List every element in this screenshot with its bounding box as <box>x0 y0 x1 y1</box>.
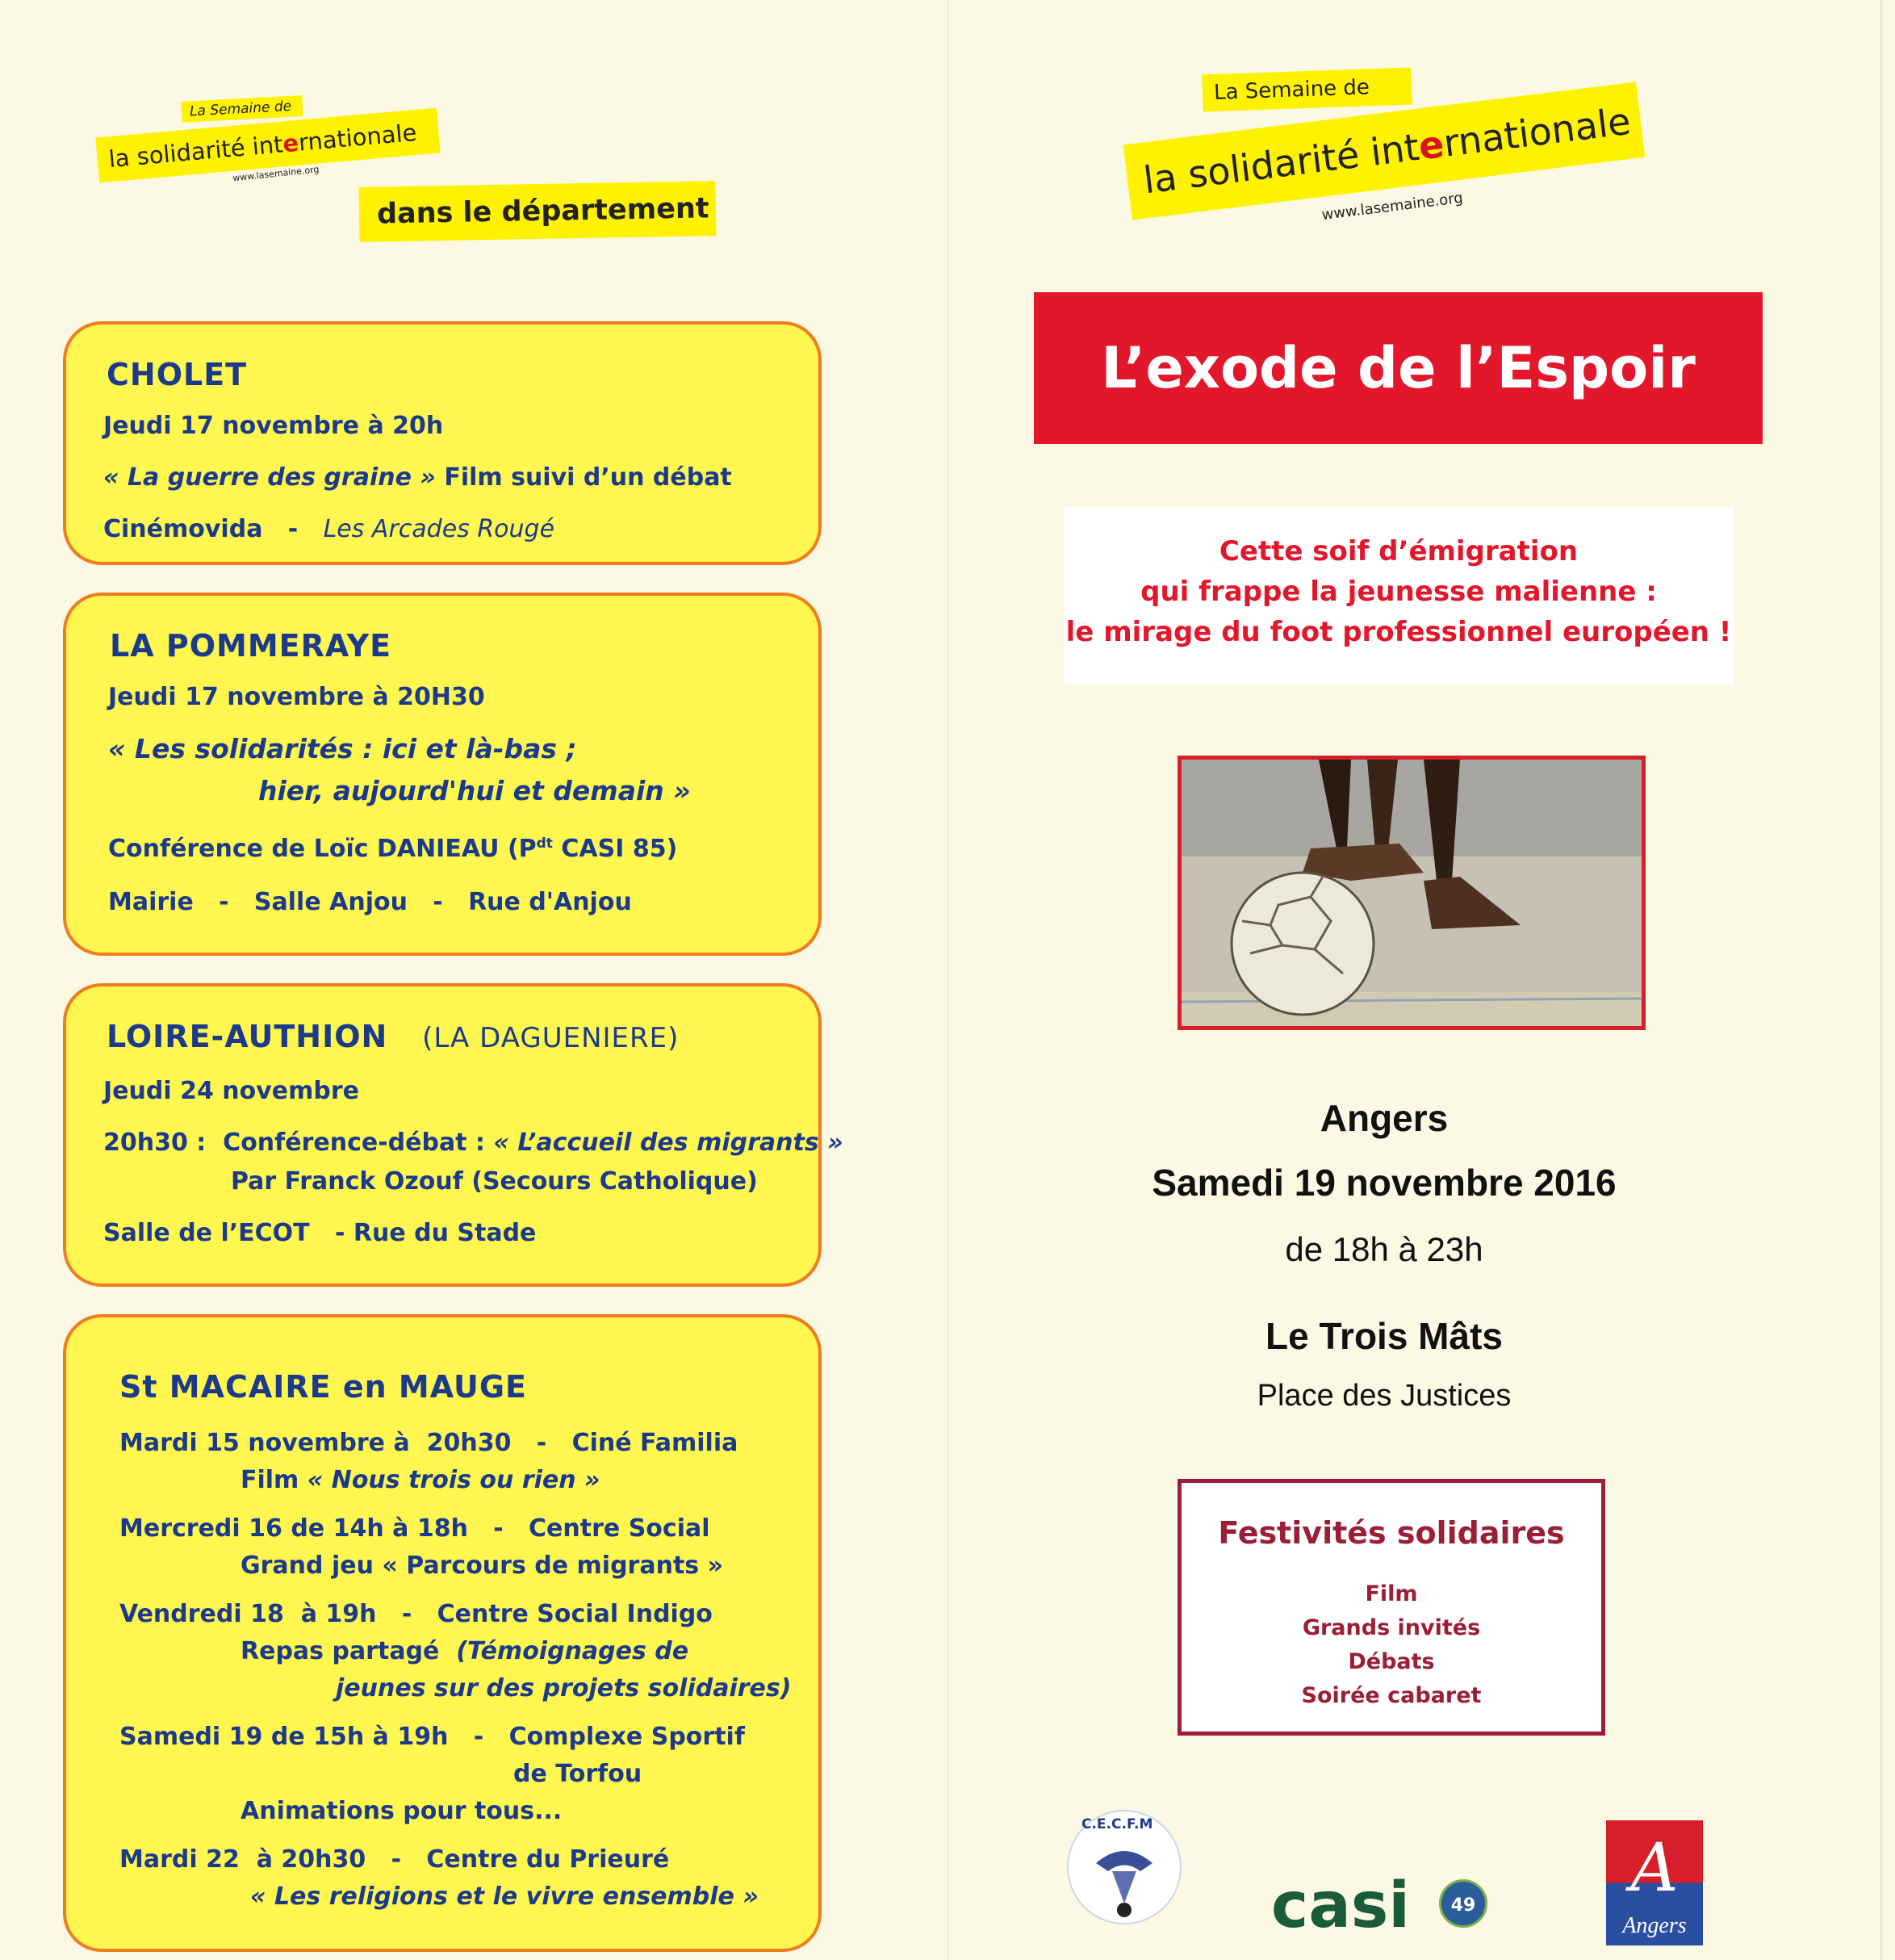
event-date: Samedi 19 novembre 2016 <box>1152 1162 1617 1204</box>
event-line: Mardi 15 novembre à 20h30 - Ciné Familia <box>119 1429 738 1457</box>
event-box-st-macaire <box>63 1314 822 1952</box>
event-line: Mercredi 16 de 14h à 18h - Centre Social <box>119 1514 710 1543</box>
event-line: Animations pour tous... <box>241 1797 563 1825</box>
event-venue: Mairie - Salle Anjou - Rue d'Anjou <box>108 888 632 916</box>
event-city: Angers <box>1320 1097 1449 1139</box>
event-line: Repas partagé (Témoignages de <box>241 1637 689 1665</box>
event-date: Jeudi 17 novembre à 20H30 <box>108 683 485 711</box>
event-line: Mardi 22 à 20h30 - Centre du Prieuré <box>119 1845 670 1874</box>
casi-49-badge: 49 <box>1439 1879 1487 1928</box>
logo-line-2: la solidarité internationale <box>1123 82 1646 220</box>
event-address: Place des Justices <box>1257 1379 1512 1413</box>
tagline-line-3: le mirage du foot professionnel européen ! <box>1065 616 1732 648</box>
event-line: « Les religions et le vivre ensemble » <box>250 1883 759 1911</box>
cecfm-label: C.E.C.F.M <box>1081 1816 1153 1832</box>
event-line: jeunes sur des projets solidaires) <box>336 1674 792 1702</box>
festivites-item: Soirée cabaret <box>1301 1683 1482 1708</box>
event-city: CHOLET <box>107 357 248 392</box>
event-venue: Salle de l’ECOT - Rue du Stade <box>103 1219 537 1247</box>
event-line: de Torfou <box>513 1760 642 1788</box>
event-date: Jeudi 24 novembre <box>103 1077 360 1105</box>
event-box-cholet <box>63 321 822 565</box>
logo-url: www.lasemaine.org <box>232 164 320 184</box>
event-time: 20h30 : Conférence-débat : « L’accueil des migrants » <box>103 1129 843 1157</box>
event-conference: Conférence de Loïc DANIEAU ($P^{dt}$ CASI 85) <box>108 835 678 863</box>
logo-line-2: la solidarité internationale <box>95 108 440 183</box>
event-time: de 18h à 23h <box>1285 1230 1483 1268</box>
casi-wordmark: casi <box>1271 1870 1411 1942</box>
festivites-item: Film <box>1365 1581 1418 1606</box>
logo-url: www.lasemaine.org <box>1320 189 1464 224</box>
festivites-item: Grands invités <box>1302 1615 1481 1640</box>
logo-subtitle: dans le département <box>358 181 716 242</box>
casi-logo <box>1271 1870 1497 1942</box>
football-photo <box>1178 756 1646 1030</box>
angers-city-logo <box>1606 1820 1703 1945</box>
event-film: « La guerre des graine » Film suivi d’un débat <box>103 463 732 492</box>
cecfm-logo <box>1064 1807 1185 1928</box>
event-city: LOIRE-AUTHION (LA DAGUENIERE) <box>107 1019 680 1054</box>
semaine-logo-left <box>97 95 710 241</box>
event-venue: Cinémovida - Les Arcades Rougé <box>103 515 555 543</box>
barefoot-on-ball-image <box>1182 760 1642 1026</box>
tagline-line-1: Cette soif d’émigration <box>1219 535 1579 567</box>
event-venue: Le Trois Mâts <box>1265 1315 1503 1357</box>
semaine-logo-right <box>1126 71 1675 232</box>
logo-line-1: La Semaine de <box>181 95 303 123</box>
event-speaker: Par Franck Ozouf (Secours Catholique) <box>231 1167 758 1196</box>
festivites-item: Débats <box>1348 1649 1435 1674</box>
event-box-loire-authion <box>63 983 843 1287</box>
fold-line-right <box>1880 0 1882 1960</box>
event-line: Vendredi 18 à 19h - Centre Social Indigo <box>119 1600 713 1628</box>
event-line: Film « Nous trois ou rien » <box>241 1466 600 1494</box>
fold-line <box>948 0 949 1960</box>
event-box-la-pommeraye <box>63 593 822 956</box>
event-line: Grand jeu « Parcours de migrants » <box>241 1552 723 1580</box>
event-quote-line-2: hier, aujourd'hui et demain » <box>258 775 691 806</box>
tagline <box>1064 507 1734 685</box>
angers-label: Angers <box>1622 1913 1687 1938</box>
event-quote-line-1: « Les solidarités : ici et là-bas ; <box>108 733 577 764</box>
tagline-line-2: qui frappe la jeunesse malienne : <box>1140 576 1657 608</box>
event-line: Samedi 19 de 15h à 19h - Complexe Sportif <box>119 1723 745 1751</box>
event-date: Jeudi 17 novembre à 20h <box>103 412 444 440</box>
event-city: St MACAIRE en MAUGE <box>119 1369 527 1405</box>
angers-a-icon: A <box>1630 1830 1679 1907</box>
event-city: LA POMMERAYE <box>110 628 392 664</box>
logo-line-1: La Semaine de <box>1202 67 1412 111</box>
festivites-box <box>1178 1479 1605 1736</box>
main-title-banner: L’exode de l’Espoir <box>1034 292 1763 444</box>
festivites-title: Festivités solidaires <box>1218 1515 1565 1551</box>
